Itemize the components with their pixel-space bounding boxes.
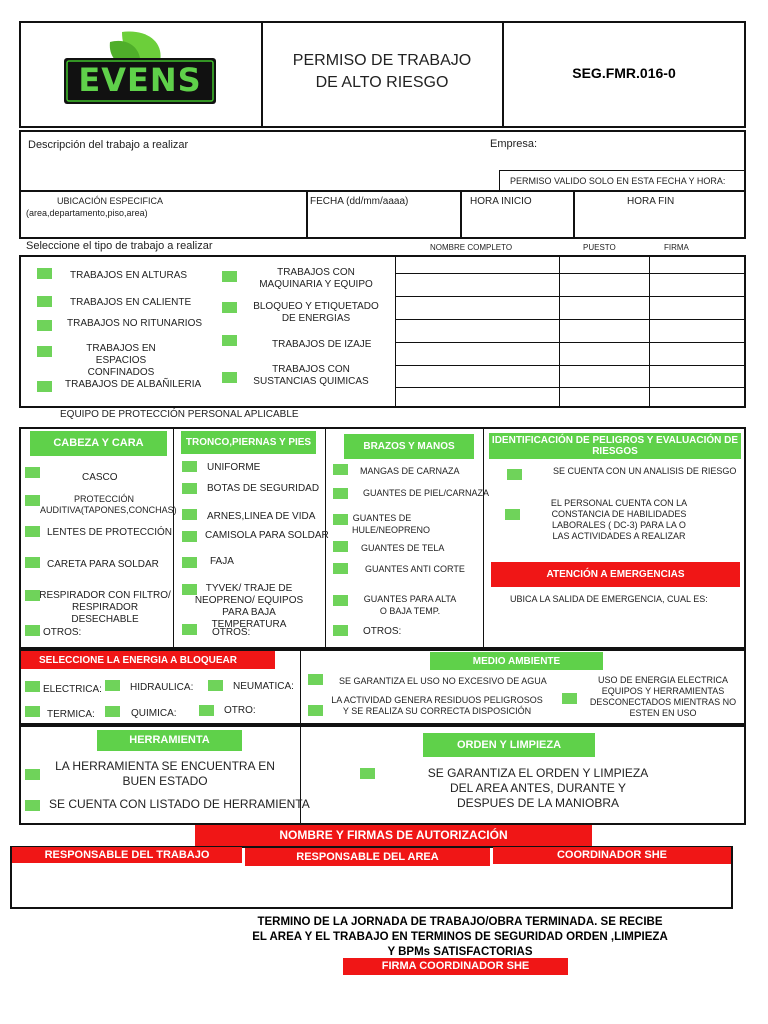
emergencias-text: UBICA LA SALIDA DE EMERGENCIA, CUAL ES: <box>510 594 708 604</box>
epp-item: GUANTES DE PIEL/CARNAZA <box>363 488 490 498</box>
checkbox-listado-herramienta[interactable] <box>25 800 40 811</box>
checkbox-guantes-tela[interactable] <box>333 541 348 552</box>
checkbox-bloqueo[interactable] <box>222 302 237 313</box>
epp-item: CASCO <box>82 472 118 483</box>
brazos-title: BRAZOS Y MANOS <box>344 434 474 459</box>
checkbox-otros-tronco[interactable] <box>182 624 197 635</box>
checkbox-herramienta-estado[interactable] <box>25 769 40 780</box>
checkbox-termica[interactable] <box>25 706 40 717</box>
checkbox-guantes-temp[interactable] <box>333 595 348 606</box>
riesgos-item: EL PERSONAL CUENTA CON LA CONSTANCIA DE HABILIDADES LABORALES ( DC-3) PARA LA O LAS ACTIVIDADES A REALIZAR <box>550 498 688 541</box>
epp-item: BOTAS DE SEGURIDAD <box>207 483 320 494</box>
checkbox-guantes-anticorte[interactable] <box>333 563 348 574</box>
epp-item: OTROS: <box>43 627 82 638</box>
empresa-label: Empresa: <box>490 138 538 150</box>
checkbox-lentes[interactable] <box>25 526 40 537</box>
checkbox-guantes-piel[interactable] <box>333 488 348 499</box>
form-code: SEG.FMR.016-0 <box>572 65 676 81</box>
col-puesto: PUESTO <box>583 243 616 252</box>
energia-item: OTRO: <box>224 705 256 716</box>
energia-item: ELECTRICA: <box>43 684 102 695</box>
energia-item: QUIMICA: <box>131 708 177 719</box>
checkbox-quimica[interactable] <box>105 706 120 717</box>
epp-item: TYVEK/ TRAJE DE NEOPRENO/ EQUIPOS PARA BAJA TEMPERATURA <box>194 583 304 630</box>
form-title: PERMISO DE TRABAJO DE ALTO RIESGO <box>292 52 472 91</box>
checkbox-izaje[interactable] <box>222 335 237 346</box>
col-firma: FIRMA <box>664 243 689 252</box>
checkbox-guantes-hule[interactable] <box>333 514 348 525</box>
herramienta-item: SE CUENTA CON LISTADO DE HERRAMIENTA <box>49 797 310 811</box>
orden-text: SE GARANTIZA EL ORDEN Y LIMPIEZA DEL AREA ANTES, DURANTE Y DESPUES DE LA MANIOBRA <box>427 766 649 810</box>
checkbox-dc3[interactable] <box>505 509 520 520</box>
checkbox-analisis-riesgo[interactable] <box>507 469 522 480</box>
work-type-item: TRABAJOS DE IZAJE <box>272 339 372 350</box>
herramienta-title: HERRAMIENTA <box>97 730 242 751</box>
work-type-prompt: Seleccione el tipo de trabajo a realizar <box>26 240 213 252</box>
ambiente-item: USO DE ENERGIA ELECTRICA EQUIPOS Y HERRAMIENTAS DESCONECTADOS MIENTRAS NO ESTEN EN USO <box>589 675 737 718</box>
energia-title: SELECCIONE LA ENERGIA A BLOQUEAR <box>21 651 275 669</box>
work-type-item: TRABAJOS EN ESPACIOS CONFINADOS <box>86 343 156 378</box>
firma-coordinador: FIRMA COORDINADOR SHE <box>343 958 568 975</box>
checkbox-caliente[interactable] <box>37 296 52 307</box>
checkbox-albanileria[interactable] <box>37 381 52 392</box>
fecha-label: FECHA (dd/mm/aaaa) <box>310 196 409 207</box>
herramienta-item: LA HERRAMIENTA SE ENCUENTRA EN BUEN ESTADO <box>55 759 275 788</box>
ubicacion-label: UBICACIÓN ESPECIFICA <box>56 196 164 206</box>
valid-label: PERMISO VALIDO SOLO EN ESTA FECHA Y HORA: <box>510 176 726 186</box>
coordinador-she: COORDINADOR SHE <box>493 847 731 864</box>
energia-item: HIDRAULICA: <box>130 682 194 693</box>
ambiente-item: SE GARANTIZA EL USO NO EXCESIVO DE AGUA <box>339 676 547 686</box>
termino-text: TERMINO DE LA JORNADA DE TRABAJO/OBRA TERMINADA. SE RECIBE EL AREA Y EL TRABAJO EN TERMINOS DE SEGURIDAD ORDEN ,LIMPIEZA Y BPMs SATISFACTORIAS <box>252 916 668 958</box>
hora-inicio-label: HORA INICIO <box>470 196 532 207</box>
epp-item: CARETA PARA SOLDAR <box>47 559 159 570</box>
col-nombre: NOMBRE COMPLETO <box>430 243 513 252</box>
checkbox-hidraulica[interactable] <box>105 680 120 691</box>
checkbox-otros-cabeza[interactable] <box>25 625 40 636</box>
epp-item: LENTES DE PROTECCIÓN <box>47 527 173 538</box>
checkbox-agua[interactable] <box>308 674 323 685</box>
epp-item: GUANTES DE HULE/NEOPRENO <box>352 513 431 535</box>
epp-item: GUANTES PARA ALTA O BAJA TEMP. <box>363 594 457 616</box>
autorizacion-title: NOMBRE Y FIRMAS DE AUTORIZACIÓN <box>195 825 592 846</box>
epp-item: PROTECCIÓN AUDITIVA(TAPONES,CONCHAS) <box>40 494 177 515</box>
checkbox-no-rutinarios[interactable] <box>37 320 52 331</box>
orden-title: ORDEN Y LIMPIEZA <box>423 733 595 757</box>
checkbox-botas[interactable] <box>182 483 197 494</box>
checkbox-mangas[interactable] <box>333 464 348 475</box>
responsable-area: RESPONSABLE DEL AREA <box>245 848 490 866</box>
checkbox-sustancias[interactable] <box>222 372 237 383</box>
company-logo <box>60 28 220 108</box>
epp-item: RESPIRADOR CON FILTRO/ RESPIRADOR DESECHABLE <box>39 590 171 625</box>
riesgos-item: SE CUENTA CON UN ANALISIS DE RIESGO <box>553 466 737 476</box>
epp-item: UNIFORME <box>207 462 261 473</box>
logo-text: EVENS <box>78 61 202 99</box>
checkbox-casco[interactable] <box>25 467 40 478</box>
checkbox-espacios-confinados[interactable] <box>37 346 52 357</box>
checkbox-orden-limpieza[interactable] <box>360 768 375 779</box>
work-type-item: TRABAJOS NO RITUNARIOS <box>67 318 203 329</box>
epp-item: GUANTES ANTI CORTE <box>365 564 465 574</box>
epp-item: OTROS: <box>212 627 251 638</box>
work-type-item: TRABAJOS EN CALIENTE <box>70 297 192 308</box>
checkbox-maquinaria[interactable] <box>222 271 237 282</box>
hora-fin-label: HORA FIN <box>627 196 675 207</box>
work-type-item: TRABAJOS CON SUSTANCIAS QUIMICAS <box>253 364 369 387</box>
energia-item: TERMICA: <box>47 709 95 720</box>
ubicacion-sub: (area,departamento,piso,area) <box>26 208 148 218</box>
tronco-title: TRONCO,PIERNAS Y PIES <box>181 431 316 454</box>
energia-item: NEUMATICA: <box>233 681 294 692</box>
checkbox-otro-energia[interactable] <box>199 705 214 716</box>
epp-item: FAJA <box>210 556 234 567</box>
epp-item: ARNES,LINEA DE VIDA <box>207 511 316 522</box>
emergencias-title: ATENCIÓN A EMERGENCIAS <box>491 562 740 587</box>
epp-item: OTROS: <box>363 626 402 637</box>
checkbox-residuos[interactable] <box>308 705 323 716</box>
cabeza-title: CABEZA Y CARA <box>30 431 167 456</box>
epp-item: MANGAS DE CARNAZA <box>360 466 460 476</box>
epp-item: GUANTES DE TELA <box>361 543 445 553</box>
work-type-item: TRABAJOS EN ALTURAS <box>70 270 188 281</box>
checkbox-proteccion-auditiva[interactable] <box>25 495 40 506</box>
checkbox-faja[interactable] <box>182 557 197 568</box>
epp-label: EQUIPO DE PROTECCIÓN PERSONAL APLICABLE <box>60 409 299 420</box>
responsable-trabajo: RESPONSABLE DEL TRABAJO <box>12 847 242 863</box>
checkbox-electrica[interactable] <box>25 681 40 692</box>
checkbox-uniforme[interactable] <box>182 461 197 472</box>
checkbox-careta[interactable] <box>25 557 40 568</box>
work-type-item: TRABAJOS DE ALBAÑILERIA <box>65 379 202 390</box>
riesgos-title: IDENTIFICACIÓN DE PELIGROS Y EVALUACIÓN DE RIESGOS <box>489 433 741 459</box>
ambiente-item: LA ACTIVIDAD GENERA RESIDUOS PELIGROSOS Y SE REALIZA SU CORRECTA DISPOSICIÓN <box>331 695 543 716</box>
epp-item: CAMISOLA PARA SOLDAR <box>205 530 329 541</box>
description-label: Descripción del trabajo a realizar <box>28 139 189 151</box>
work-type-item: TRABAJOS CON MAQUINARIA Y EQUIPO <box>259 267 373 290</box>
checkbox-camisola[interactable] <box>182 531 197 542</box>
checkbox-otros-brazos[interactable] <box>333 625 348 636</box>
work-type-item: BLOQUEO Y ETIQUETADO DE ENERGIAS <box>253 301 379 324</box>
checkbox-energia-electrica[interactable] <box>562 693 577 704</box>
checkbox-neumatica[interactable] <box>208 680 223 691</box>
ambiente-title: MEDIO AMBIENTE <box>430 652 603 670</box>
checkbox-alturas[interactable] <box>37 268 52 279</box>
checkbox-arnes[interactable] <box>182 509 197 520</box>
